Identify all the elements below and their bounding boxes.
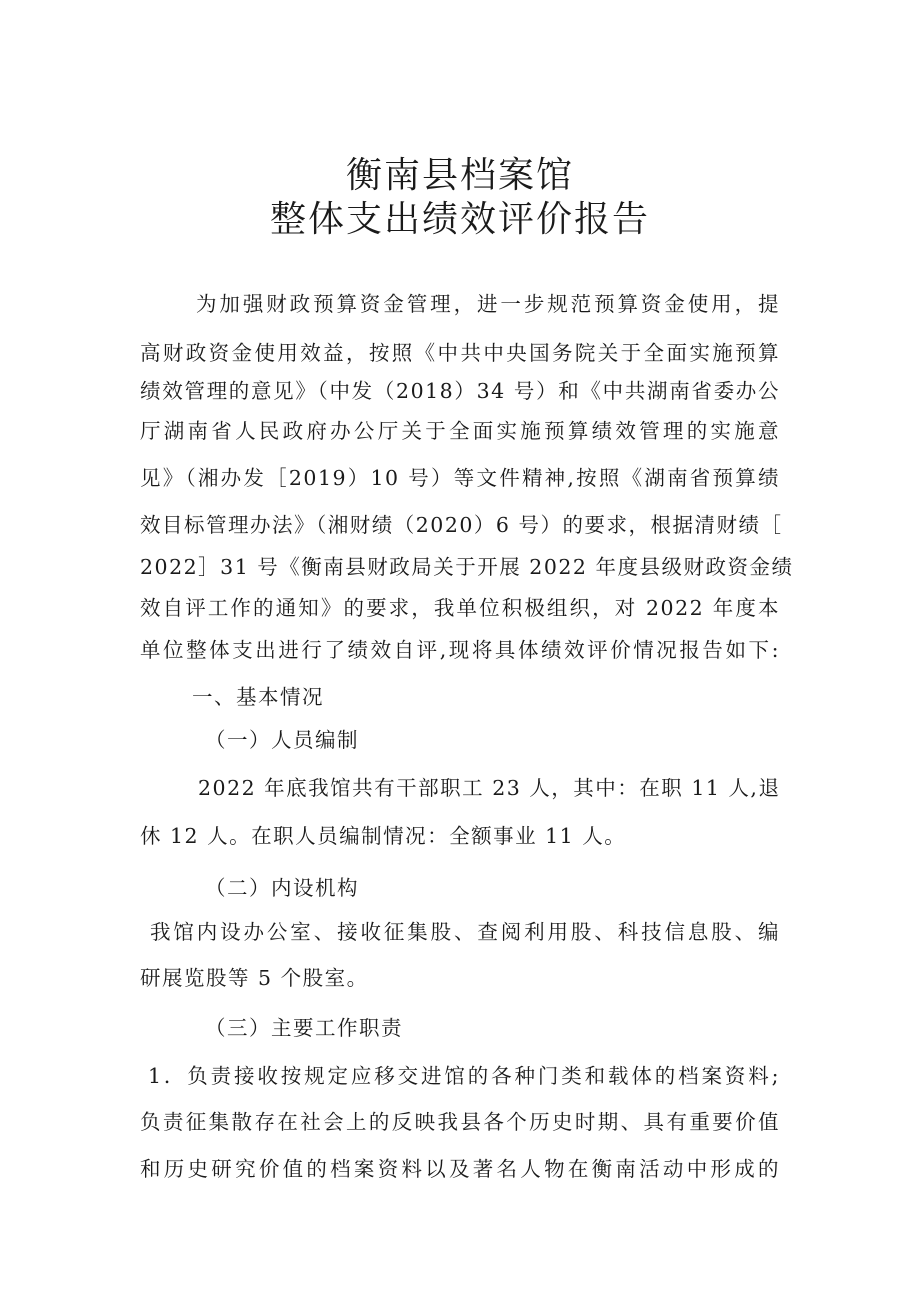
section-heading-basic-info: 一、基本情况 xyxy=(192,685,324,709)
intro-line-3: 绩效管理的意见》（中发（2018）34 号）和《中共湖南省委办公 xyxy=(140,379,780,403)
duties-line-3: 和历史研究价值的档案资料以及著名人物在衡南活动中形成的 xyxy=(140,1157,780,1181)
intro-line-5: 见》（湘办发［2019）10 号）等文件精神,按照《湖南省预算绩 xyxy=(140,466,780,490)
intro-line-1: 为加强财政预算资金管理，进一步规范预算资金使用，提 xyxy=(196,292,780,316)
intro-line-6: 效目标管理办法》（湘财绩（2020）6 号）的要求，根据清财绩［ xyxy=(140,513,783,537)
document-title-line-2: 整体支出绩效评价报告 xyxy=(269,199,650,240)
subsection-heading-staffing: （一）人员编制 xyxy=(205,728,359,752)
intro-line-7: 2022］31 号《衡南县财政局关于开展 2022 年度县级财政资金绩 xyxy=(140,555,794,579)
subsection-heading-duties: （三）主要工作职责 xyxy=(205,1016,403,1040)
subsection-heading-departments: （二）内设机构 xyxy=(205,876,359,900)
departments-line-1: 我馆内设办公室、接收征集股、查阅利用股、科技信息股、编 xyxy=(150,920,780,944)
staffing-line-2: 休 12 人。在职人员编制情况：全额事业 11 人。 xyxy=(140,824,627,848)
document-title-line-1: 衡南县档案馆 xyxy=(345,155,574,196)
intro-line-9: 单位整体支出进行了绩效自评,现将具体绩效评价情况报告如下: xyxy=(140,638,780,662)
intro-line-8: 效自评工作的通知》的要求，我单位积极组织，对 2022 年度本 xyxy=(140,596,780,620)
intro-line-4: 厅湖南省人民政府办公厅关于全面实施预算绩效管理的实施意 xyxy=(140,419,780,443)
intro-line-2: 高财政资金使用效益，按照《中共中央国务院关于全面实施预算 xyxy=(140,341,780,365)
departments-line-2: 研展览股等 5 个股室。 xyxy=(140,966,369,990)
duties-line-2: 负责征集散存在社会上的反映我县各个历史时期、具有重要价值 xyxy=(140,1110,780,1134)
staffing-line-1: 2022 年底我馆共有干部职工 23 人，其中：在职 11 人,退 xyxy=(198,776,781,800)
duties-line-1: 1．负责接收按规定应移交进馆的各种门类和载体的档案资料; xyxy=(148,1064,780,1088)
